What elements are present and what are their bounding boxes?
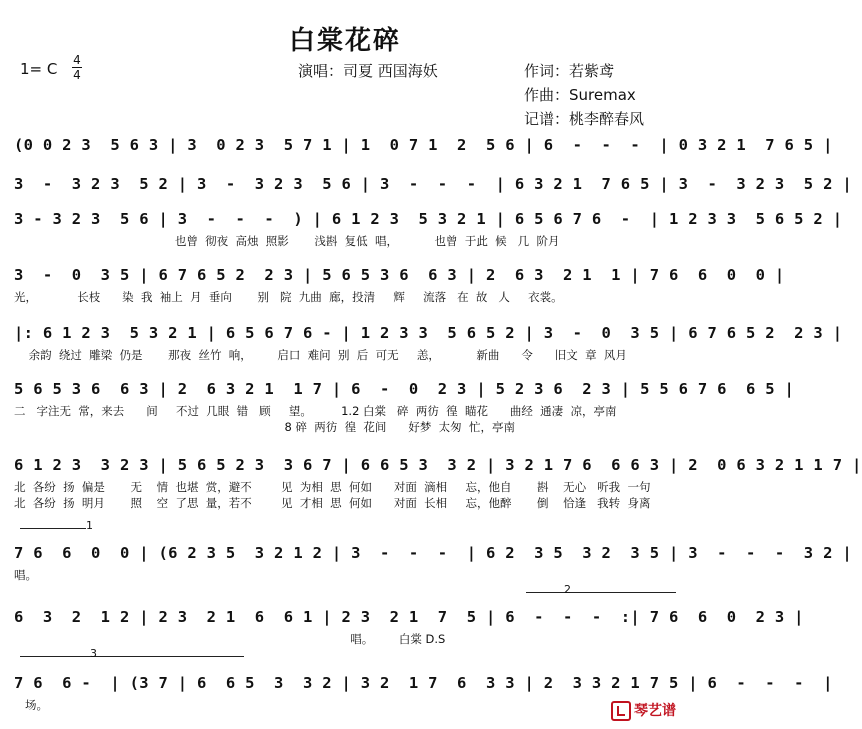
lyric-line-1: 也曾 彻夜 高烛 照影 浅斟 复低 唱， 也曾 于此 候 几 阶月 [14,234,560,248]
score-system-10 [14,670,833,726]
ending-number-2: 2 [564,583,571,596]
lyric-line-1: 唱。 白棠 D.S [14,632,446,646]
lyricist: 作词：若紫鸢 [524,62,615,80]
score-system-5 [14,320,843,376]
site-logo [611,700,676,721]
notation-line: 6 3 2 1 2 | 2 3 2 1 6 6 1 | 2 3 2 1 7 5 | 6 - - - :| 7 6 6 0 2 3 | [14,608,804,626]
score-system-8 [14,540,852,596]
lyric-line-1: 场。 [14,698,48,712]
logo-icon [611,701,631,721]
lyric-line-1: 唱。 [14,568,37,582]
notation-line: 3 - 0 3 5 | 6 7 6 5 2 2 3 | 5 6 5 3 6 6 3 | 2 6 3 2 1 1 | 7 6 6 0 0 | [14,266,785,284]
lyric-line-2: 8 碎 两彷 徨 花间 好梦 太匆 忙，亭南 [14,420,515,434]
song-title: 白棠花碎 [288,26,401,56]
notation-line: 5 6 5 3 6 6 3 | 2 6 3 2 1 1 7 | 6 - 0 2 3 | 5 2 3 6 2 3 | 5 5 6 7 6 6 5 | [14,380,795,398]
score-system-7 [14,452,862,510]
notation-line: 7 6 6 0 0 | (6 2 3 5 3 2 1 2 | 3 - - - | 6 2 3 5 3 2 3 5 | 3 - - - 3 2 | [14,544,852,562]
notation-line: 7 6 6 - | (3 7 | 6 6 5 3 3 2 | 3 2 1 7 6 3 3 | 2 3 3 2 1 7 5 | 6 - - - | [14,674,833,692]
time-signature-top: 4 [73,53,81,67]
lyric-line-1: 北 各纷 扬 偏是 无 情 也堪 赏，避不 见 为相 思 何如 对面 滴相 忘，他自 斟 无心 听我 一句 [14,480,651,494]
notation-line: 6 1 2 3 3 2 3 | 5 6 5 2 3 3 6 7 | 6 6 5 3 3 2 | 3 2 1 7 6 6 6 3 | 2 0 6 3 2 1 1 7 | [14,456,862,474]
singers: 演唱：司夏 西国海妖 [298,62,438,80]
score-system-3 [14,206,843,262]
score-system-6 [14,376,795,434]
notation-line: |: 6 1 2 3 5 3 2 1 | 6 5 6 7 6 - | 1 2 3 3 5 6 5 2 | 3 - 0 3 5 | 6 7 6 5 2 2 3 | [14,324,843,342]
ending-number-3: 3 [90,647,97,660]
time-signature-bottom: 4 [73,68,81,82]
ending-bracket-2 [526,592,676,593]
score-system-9 [14,604,804,660]
composer: 作曲：Suremax [524,86,636,104]
key-signature: 1= C [20,60,58,78]
score-system-4 [14,262,785,318]
transcriber: 记谱：桃李醉春风 [524,110,645,128]
logo-text: 琴艺谱 [634,703,676,719]
notation-line: 3 - 3 2 3 5 6 | 3 - - - ) | 6 1 2 3 5 3 2 1 | 6 5 6 7 6 - | 1 2 3 3 5 6 5 2 | [14,210,843,228]
time-signature [72,54,82,81]
ending-number-1: 1 [86,519,93,532]
ending-bracket-1 [20,528,86,529]
notation-line: 3 - 3 2 3 5 2 | 3 - 3 2 3 5 6 | 3 - - - | 6 3 2 1 7 6 5 | 3 - 3 2 3 5 2 | [14,175,852,193]
lyric-line-1: 二 字注无 常，来去 间 不过 几眼 错 顾 望。 1.2 白棠 碎 两彷 徨 瞄花 曲经 通凄 凉，亭南 [14,404,617,418]
lyric-line-2: 北 各纷 扬 明月 照 空 了思 量，若不 见 才相 思 何如 对面 长相 忘，他醉 倒 恰逢 我转 身离 [14,496,651,510]
lyric-line-1: 光， 长枝 染 我 袖上 月 垂向 别 院 九曲 廊，投清 辉 流落 在 故 人 衣裳。 [14,290,563,304]
lyric-line-1: 余韵 绕过 雕梁 仍是 那夜 丝竹 响， 启口 难问 别 后 可无 恙， 新曲 令 旧文 章 风月 [14,348,627,362]
ending-bracket-3 [20,656,244,657]
notation-line: (0 0 2 3 5 6 3 | 3 0 2 3 5 7 1 | 1 0 7 1 2 5 6 | 6 - - - | 0 3 2 1 7 6 5 | [14,136,833,154]
